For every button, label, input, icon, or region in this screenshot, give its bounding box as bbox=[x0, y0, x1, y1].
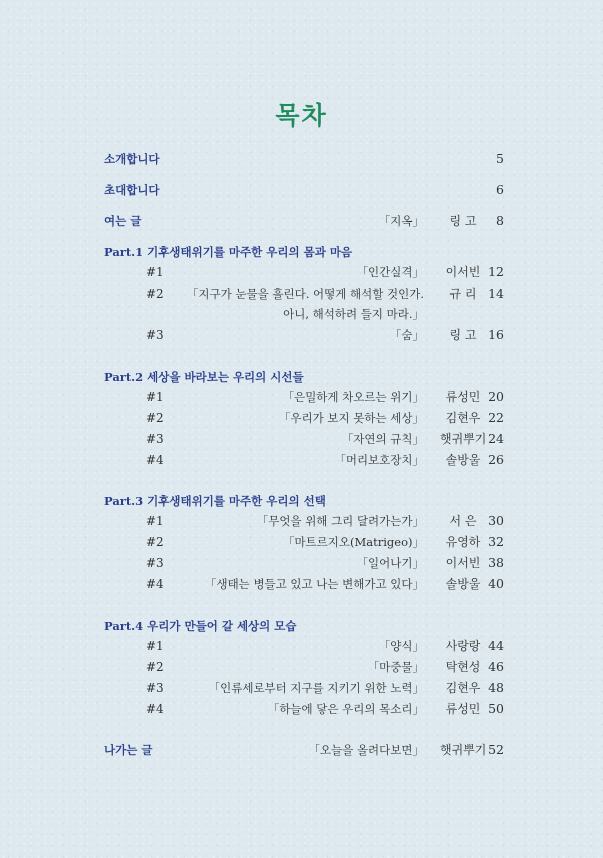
toc-entry-row[interactable] bbox=[0, 574, 603, 594]
page-title: 목차 bbox=[275, 101, 328, 130]
toc-entry-author: 솔방울 bbox=[445, 453, 481, 467]
toc-entry-row[interactable] bbox=[0, 408, 603, 428]
toc-entry-title: 아니, 해석하려 들지 마라.」 bbox=[283, 307, 424, 321]
toc-entry-number: #4 bbox=[146, 577, 164, 591]
toc-entry-title: 「자연의 규칙」 bbox=[341, 432, 424, 446]
toc-entry-number: #2 bbox=[146, 660, 164, 674]
toc-entry-author: 유영하 bbox=[445, 535, 481, 549]
toc-entry-title: 「생태는 병들고 있고 나는 변해가고 있다」 bbox=[204, 577, 424, 591]
toc-entry-author: 규 리 bbox=[449, 287, 477, 301]
toc-entry-row[interactable] bbox=[0, 699, 603, 719]
toc-entry-row[interactable] bbox=[0, 429, 603, 449]
toc-section-row[interactable] bbox=[0, 740, 603, 760]
toc-entry-number: #1 bbox=[146, 390, 164, 404]
toc-entry-row[interactable] bbox=[0, 657, 603, 677]
toc-entry-author: 솔방울 bbox=[445, 577, 481, 591]
toc-section-label: 나가는 글 bbox=[104, 743, 153, 757]
toc-entry-row[interactable] bbox=[0, 636, 603, 656]
toc-entry-row[interactable] bbox=[0, 511, 603, 531]
toc-part-heading[interactable] bbox=[0, 491, 603, 511]
toc-page-number: 8 bbox=[496, 213, 504, 228]
toc-entry-row[interactable] bbox=[0, 387, 603, 407]
toc-entry-author: 류성민 bbox=[445, 390, 481, 404]
toc-page-number: 48 bbox=[488, 680, 504, 695]
toc-entry-number: #1 bbox=[146, 265, 164, 279]
toc-part-heading[interactable] bbox=[0, 367, 603, 387]
toc-entry-row[interactable] bbox=[0, 450, 603, 470]
toc-entry-title: 「오늘을 올려다보면」 bbox=[308, 743, 424, 757]
toc-entry-row[interactable] bbox=[0, 262, 603, 282]
toc-part-heading[interactable] bbox=[0, 616, 603, 636]
toc-page-number: 22 bbox=[488, 410, 504, 425]
toc-entry-author: 링 고 bbox=[449, 214, 477, 228]
toc-part-label: Part.3 기후생태위기를 마주한 우리의 선택 bbox=[104, 494, 326, 508]
toc-entry-number: #4 bbox=[146, 702, 164, 716]
toc-entry-number: #3 bbox=[146, 432, 164, 446]
toc-section-label: 초대합니다 bbox=[104, 183, 160, 197]
toc-entry-number: #2 bbox=[146, 411, 164, 425]
toc-page-number: 32 bbox=[488, 534, 504, 549]
toc-page-number: 46 bbox=[488, 659, 504, 674]
toc-section-row[interactable] bbox=[0, 180, 603, 200]
toc-page-number: 24 bbox=[488, 431, 504, 446]
toc-page-number: 44 bbox=[488, 638, 504, 653]
toc-entry-author: 햇귀뿌기 bbox=[440, 432, 487, 446]
toc-entry-title: 「양식」 bbox=[378, 639, 424, 653]
toc-section-row[interactable] bbox=[0, 211, 603, 231]
toc-entry-title: 「마중물」 bbox=[367, 660, 424, 674]
toc-entry-title: 「숨」 bbox=[389, 328, 424, 342]
toc-page-number: 6 bbox=[496, 182, 504, 197]
toc-part-label: Part.1 기후생태위기를 마주한 우리의 몸과 마음 bbox=[104, 245, 353, 259]
toc-section-label: 여는 글 bbox=[104, 214, 142, 228]
toc-entry-author: 탁현성 bbox=[445, 660, 481, 674]
toc-entry-title: 「인류세로부터 지구를 지키기 위한 노력」 bbox=[208, 681, 424, 695]
toc-entry-title: 「머리보호장치」 bbox=[334, 453, 424, 467]
toc-entry-title: 「마트르지오(Matrigeo)」 bbox=[282, 535, 424, 549]
toc-entry-author: 이서빈 bbox=[445, 556, 481, 570]
toc-entry-author: 링 고 bbox=[449, 328, 477, 342]
toc-page-number: 26 bbox=[488, 452, 504, 467]
toc-entry-number: #3 bbox=[146, 681, 164, 695]
toc-entry-title: 「은밀하게 차오르는 위기」 bbox=[282, 390, 424, 404]
toc-entry-row[interactable] bbox=[0, 304, 603, 324]
toc-entry-number: #1 bbox=[146, 514, 164, 528]
toc-entry-title: 「우리가 보지 못하는 세상」 bbox=[278, 411, 424, 425]
toc-entry-author: 서 은 bbox=[449, 514, 477, 528]
toc-page-number: 52 bbox=[488, 742, 504, 757]
toc-page-number: 20 bbox=[488, 389, 504, 404]
toc-entry-number: #1 bbox=[146, 639, 164, 653]
toc-part-label: Part.2 세상을 바라보는 우리의 시선들 bbox=[104, 370, 304, 384]
toc-page-number: 14 bbox=[488, 286, 504, 301]
toc-entry-number: #3 bbox=[146, 328, 164, 342]
toc-page-number: 50 bbox=[488, 701, 504, 716]
toc-entry-title: 「인간실격」 bbox=[356, 265, 424, 279]
toc-page-number: 30 bbox=[488, 513, 504, 528]
toc-entry-row[interactable] bbox=[0, 325, 603, 345]
toc-entry-title: 「일어나기」 bbox=[356, 556, 424, 570]
toc-entry-row[interactable] bbox=[0, 678, 603, 698]
toc-page-number: 5 bbox=[496, 151, 504, 166]
toc-page-number: 12 bbox=[488, 264, 504, 279]
toc-entry-title: 「지구가 눈물을 흘린다. 어떻게 해석할 것인가. bbox=[186, 287, 424, 301]
toc-section-row[interactable] bbox=[0, 149, 603, 169]
toc-entry-author: 사랑랑 bbox=[445, 639, 481, 653]
toc-entry-row[interactable] bbox=[0, 532, 603, 552]
toc-entry-author: 김현우 bbox=[445, 411, 481, 425]
toc-entry-number: #4 bbox=[146, 453, 164, 467]
toc-entry-row[interactable] bbox=[0, 284, 603, 304]
toc-part-heading[interactable] bbox=[0, 242, 603, 262]
toc-entry-title: 「하늘에 닿은 우리의 목소리」 bbox=[267, 702, 424, 716]
toc-section-label: 소개합니다 bbox=[104, 152, 160, 166]
toc-entry-number: #2 bbox=[146, 287, 164, 301]
toc-entry-title: 「지옥」 bbox=[378, 214, 424, 228]
toc-entry-row[interactable] bbox=[0, 553, 603, 573]
toc-part-label: Part.4 우리가 만들어 갈 세상의 모습 bbox=[104, 619, 297, 633]
toc-entry-author: 류성민 bbox=[445, 702, 481, 716]
toc-page-number: 38 bbox=[488, 555, 504, 570]
toc-entry-number: #3 bbox=[146, 556, 164, 570]
toc-entry-author: 김현우 bbox=[445, 681, 481, 695]
toc-entry-author: 이서빈 bbox=[445, 265, 481, 279]
toc-entry-author: 햇귀뿌기 bbox=[440, 743, 487, 757]
toc-entry-number: #2 bbox=[146, 535, 164, 549]
toc-entry-title: 「무엇을 위해 그리 달려가는가」 bbox=[256, 514, 424, 528]
toc-page-number: 16 bbox=[488, 327, 504, 342]
toc-page-number: 40 bbox=[488, 576, 504, 591]
